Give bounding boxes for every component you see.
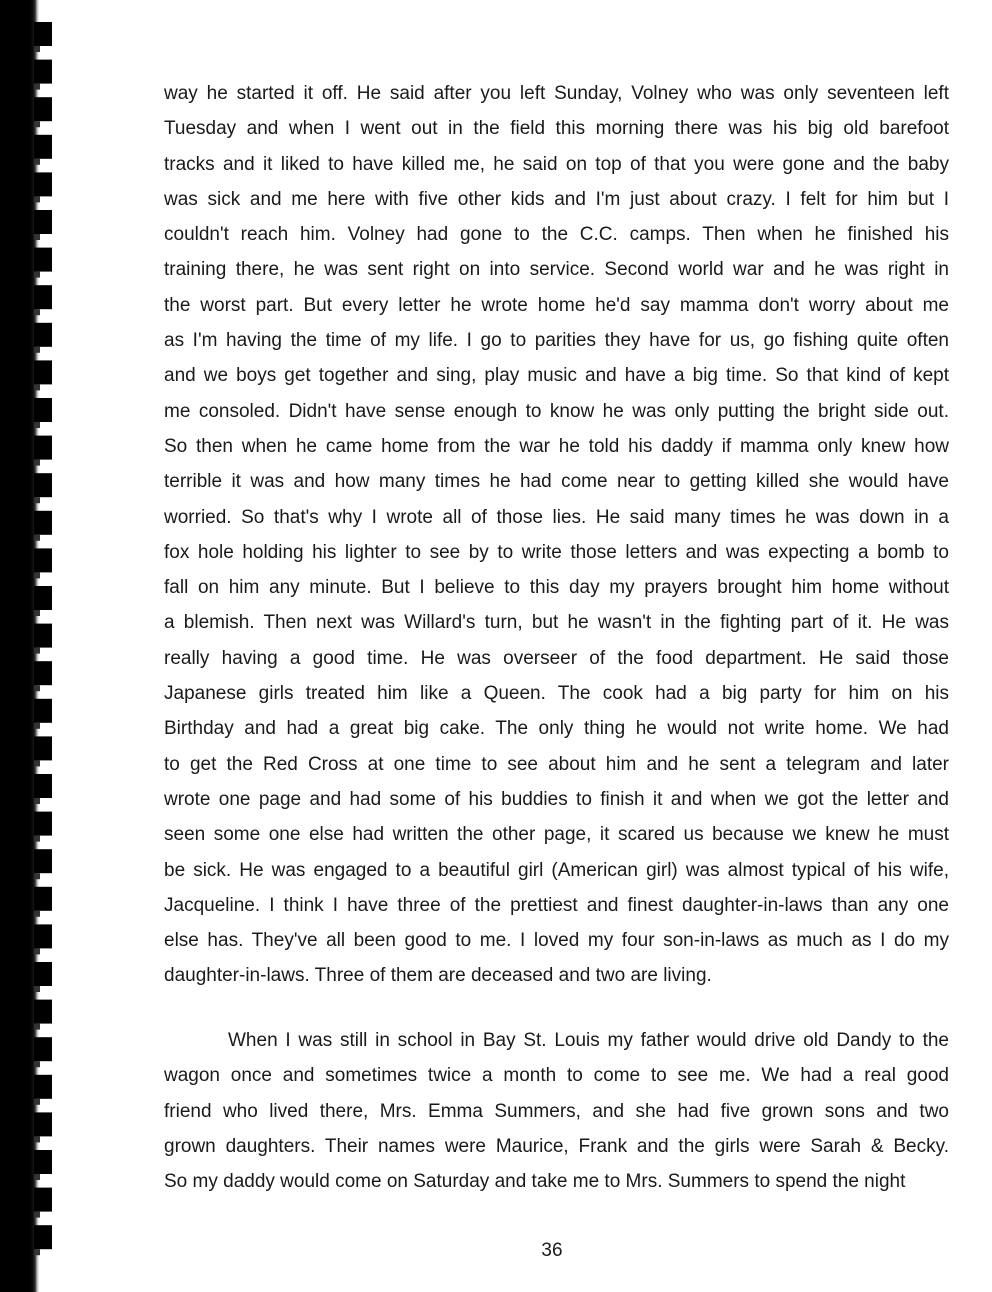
text-line: So my daddy would come on Saturday and take me to Mrs. Summers to spend the night: [164, 1171, 906, 1193]
text-line: Japanese girls treated him like a Queen. The cook had a big party for him on his: [164, 683, 949, 705]
text-line: grown daughters. Their names were Maurice, Frank and the girls were Sarah & Becky.: [164, 1135, 949, 1157]
text-line: Birthday and had a great big cake. The only thing he would not write home. We had: [164, 718, 949, 740]
binding-tooth: [34, 962, 52, 986]
text-line: way he started it off. He said after you left Sunday, Volney who was only seventeen left: [164, 83, 949, 104]
text-line: training there, he was sent right on into service. Second world war and he was right in: [164, 259, 949, 281]
binding-tooth: [34, 548, 52, 572]
text-line: wagon once and sometimes twice a month to come to see me. We had a real good: [164, 1065, 949, 1087]
binding-tooth: [34, 624, 52, 648]
text-line: When I was still in school in Bay St. Louis my father would drive old Dandy to the: [228, 1030, 949, 1051]
binding-tooth: [34, 248, 52, 272]
body-paragraph-2: [164, 1023, 949, 1199]
text-line: was sick and me here with five other kids and I'm just about crazy. I felt for him but I: [164, 188, 949, 210]
binding-tooth: [34, 135, 52, 159]
text-line: daughter-in-laws. Three of them are deceased and two are living.: [164, 965, 712, 987]
binding-tooth: [34, 97, 52, 121]
text-line: tracks and it liked to have killed me, he said on top of that you were gone and the baby: [164, 153, 949, 175]
binding-tooth: [34, 60, 52, 84]
binding-tooth: [34, 1188, 52, 1212]
binding-tooth: [34, 924, 52, 948]
binding-tooth: [34, 436, 52, 460]
binding-tooth: [34, 1037, 52, 1061]
text-line: worried. So that's why I wrote all of those lies. He said many times he was down in a: [164, 506, 949, 528]
text-line: seen some one else had written the other page, it scared us because we knew he must: [164, 824, 949, 846]
text-line: me consoled. Didn't have sense enough to know he was only putting the bright side out.: [164, 400, 949, 422]
binding-tooth: [34, 22, 52, 46]
text-line: really having a good time. He was overseer of the food department. He said those: [164, 647, 949, 669]
binding-tooth: [34, 736, 52, 760]
binding-tooth: [34, 172, 52, 196]
binding-tooth: [34, 586, 52, 610]
text-line: friend who lived there, Mrs. Emma Summers, and she had five grown sons and two: [164, 1100, 949, 1122]
binding-tooth: [34, 1150, 52, 1174]
text-line: the worst part. But every letter he wrote home he'd say mamma don't worry about me: [164, 294, 949, 316]
binding-tooth: [34, 661, 52, 685]
text-line: Tuesday and when I went out in the field this morning there was his big old barefoot: [164, 118, 949, 140]
text-line: fall on him any minute. But I believe to this day my prayers brought him home without: [164, 577, 949, 599]
binding-tooth: [34, 360, 52, 384]
text-line: be sick. He was engaged to a beautiful girl (American girl) was almost typical of his wife,: [164, 859, 949, 881]
text-line: couldn't reach him. Volney had gone to the C.C. camps. Then when he finished his: [164, 224, 949, 246]
binding-tooth: [34, 323, 52, 347]
text-line: terrible it was and how many times he had come near to getting killed she would have: [164, 471, 949, 493]
page-number: 36: [541, 1240, 563, 1261]
binding-tooth: [34, 774, 52, 798]
body-paragraph-1: [164, 76, 949, 994]
binding-tooth: [34, 285, 52, 309]
binding-tooth: [34, 1000, 52, 1024]
text-line: wrote one page and had some of his buddies to finish it and when we got the letter and: [164, 788, 949, 810]
binding-tooth: [34, 398, 52, 422]
text-line: else has. They've all been good to me. I loved my four son-in-laws as much as I do my: [164, 930, 949, 952]
binding-tooth: [34, 1112, 52, 1136]
text-line: fox hole holding his lighter to see by to write those letters and was expecting a bomb to: [164, 541, 949, 563]
text-line: to get the Red Cross at one time to see about him and he sent a telegram and later: [164, 753, 949, 775]
binding-tooth: [34, 210, 52, 234]
binding-tooth: [34, 699, 52, 723]
text-line: Jacqueline. I think I have three of the prettiest and finest daughter-in-laws than any one: [164, 894, 949, 916]
text-line: So then when he came home from the war he told his daddy if mamma only knew how: [164, 435, 949, 457]
binding-tooth: [34, 511, 52, 535]
text-line: as I'm having the time of my life. I go to parities they have for us, go fishing quite often: [164, 330, 949, 352]
spiral-binding: [0, 0, 70, 1292]
binding-tooth: [34, 473, 52, 497]
text-line: and we boys get together and sing, play music and have a big time. So that kind of kept: [164, 365, 949, 387]
binding-tooth: [34, 1075, 52, 1099]
binding-tooth: [34, 812, 52, 836]
text-line: a blemish. Then next was Willard's turn, but he wasn't in the fighting part of it. He was: [164, 612, 949, 634]
binding-tooth: [34, 887, 52, 911]
binding-tooth: [34, 849, 52, 873]
